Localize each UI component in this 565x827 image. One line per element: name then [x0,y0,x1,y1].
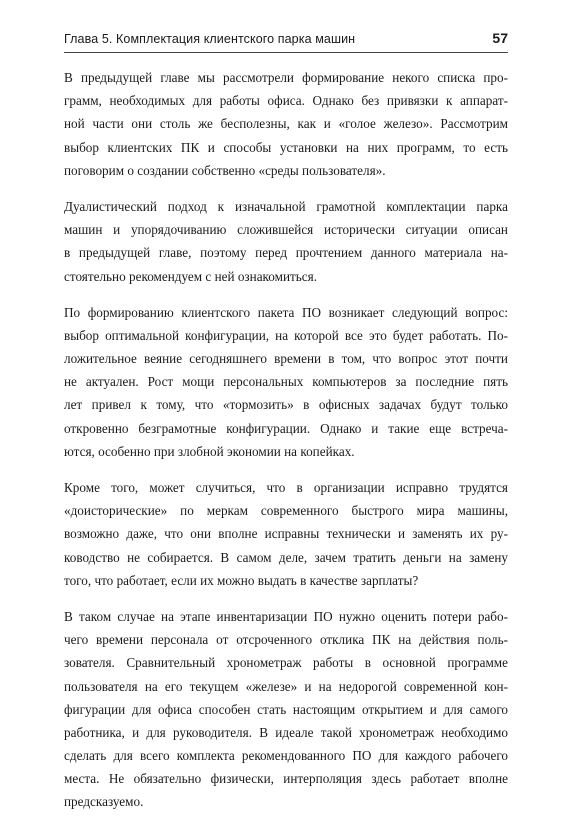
text-line: того, что работает, если их можно выдать в качестве зарплаты? [64,572,419,588]
chapter-title: Глава 5. Комплектация клиентского парка машин [64,32,356,46]
body-text [64,66,508,827]
paragraph [64,301,508,463]
text-line: чего времени персонала от отсроченного отклика ПК на действия поль- [64,632,508,648]
text-line: Дуалистический подход к изначальной грамотной комплектации парка [64,198,508,214]
text-line: грамм, необходимых для работы офиса. Однако без привязки к аппарат- [64,93,508,109]
paragraph [64,605,508,814]
text-line: фигурации для офиса способен стать настоящим открытием и для самого [64,701,508,717]
text-line: пользователя на его текущем «железе» и на недорогой современной кон- [64,678,508,694]
paragraph [64,66,508,182]
text-line: лет привел к тому, что «тормозить» в офисных задачах будут только [64,397,508,413]
text-line: выбор клиентских ПК и способы установки на них программ, то есть [64,139,508,155]
running-header [64,30,508,50]
text-line: поговорим о создании собственно «среды пользователя». [64,162,386,178]
header-rule [64,52,508,53]
text-line: зователя. Сравнительный хронометраж работы в основной программе [64,655,508,671]
text-line: выбор оптимальной конфигурации, на которой все это будет работать. По- [64,327,508,343]
text-line: По формированию клиентского пакета ПО возникает следующий вопрос: [64,304,508,320]
text-line: откровенно безграмотные конфигурации. Однако и такие еще встреча- [64,420,508,436]
text-line: машин и упорядочиванию сложившейся исторически ситуации описан [64,222,508,238]
text-line: возможно даже, что они вполне исправны технически и заменять их ру- [64,526,508,542]
text-line: места. Не обязательно физически, интерполяция здесь работает вполне [64,771,508,787]
text-line: Кроме того, может случиться, что в организации исправно трудятся [64,480,508,495]
text-line: сделать для всего комплекта рекомендованного ПО для каждого рабочего [64,748,508,764]
text-line: работника, и для руководителя. В идеале такой хронометраж необходимо [64,724,508,740]
text-line: ложительное веяние сегодняшнего времени в том, что вопрос этот почти [64,351,508,367]
text-line: «доисторические» по меркам современного быстрого мира машины, [64,503,508,519]
text-line: ются, особенно при злобной экономии на копейках. [64,443,355,459]
paragraph [64,476,508,592]
paragraph [64,195,508,288]
text-line: В предыдущей главе мы рассмотрели формирование некого списка про- [64,70,508,85]
text-line: в предыдущей главе, поэтому перед прочтением данного материала на- [64,245,508,261]
text-line: ководство не собирается. В самом деле, зачем тратить деньги на замену [64,549,508,565]
text-line: стоятельно рекомендуем с ней ознакомиться. [64,268,318,284]
text-line: предсказуемо. [64,794,144,810]
page-number: 57 [492,30,508,46]
text-line: В таком случае на этапе инвентаризации ПО нужно оценить потери рабо- [64,608,508,624]
text-line: ной части они столь же бесполезны, как и «голое железо». Рассмотрим [64,116,508,132]
text-line: не актуален. Рост мощи персональных компьютеров за последние пять [64,374,508,390]
